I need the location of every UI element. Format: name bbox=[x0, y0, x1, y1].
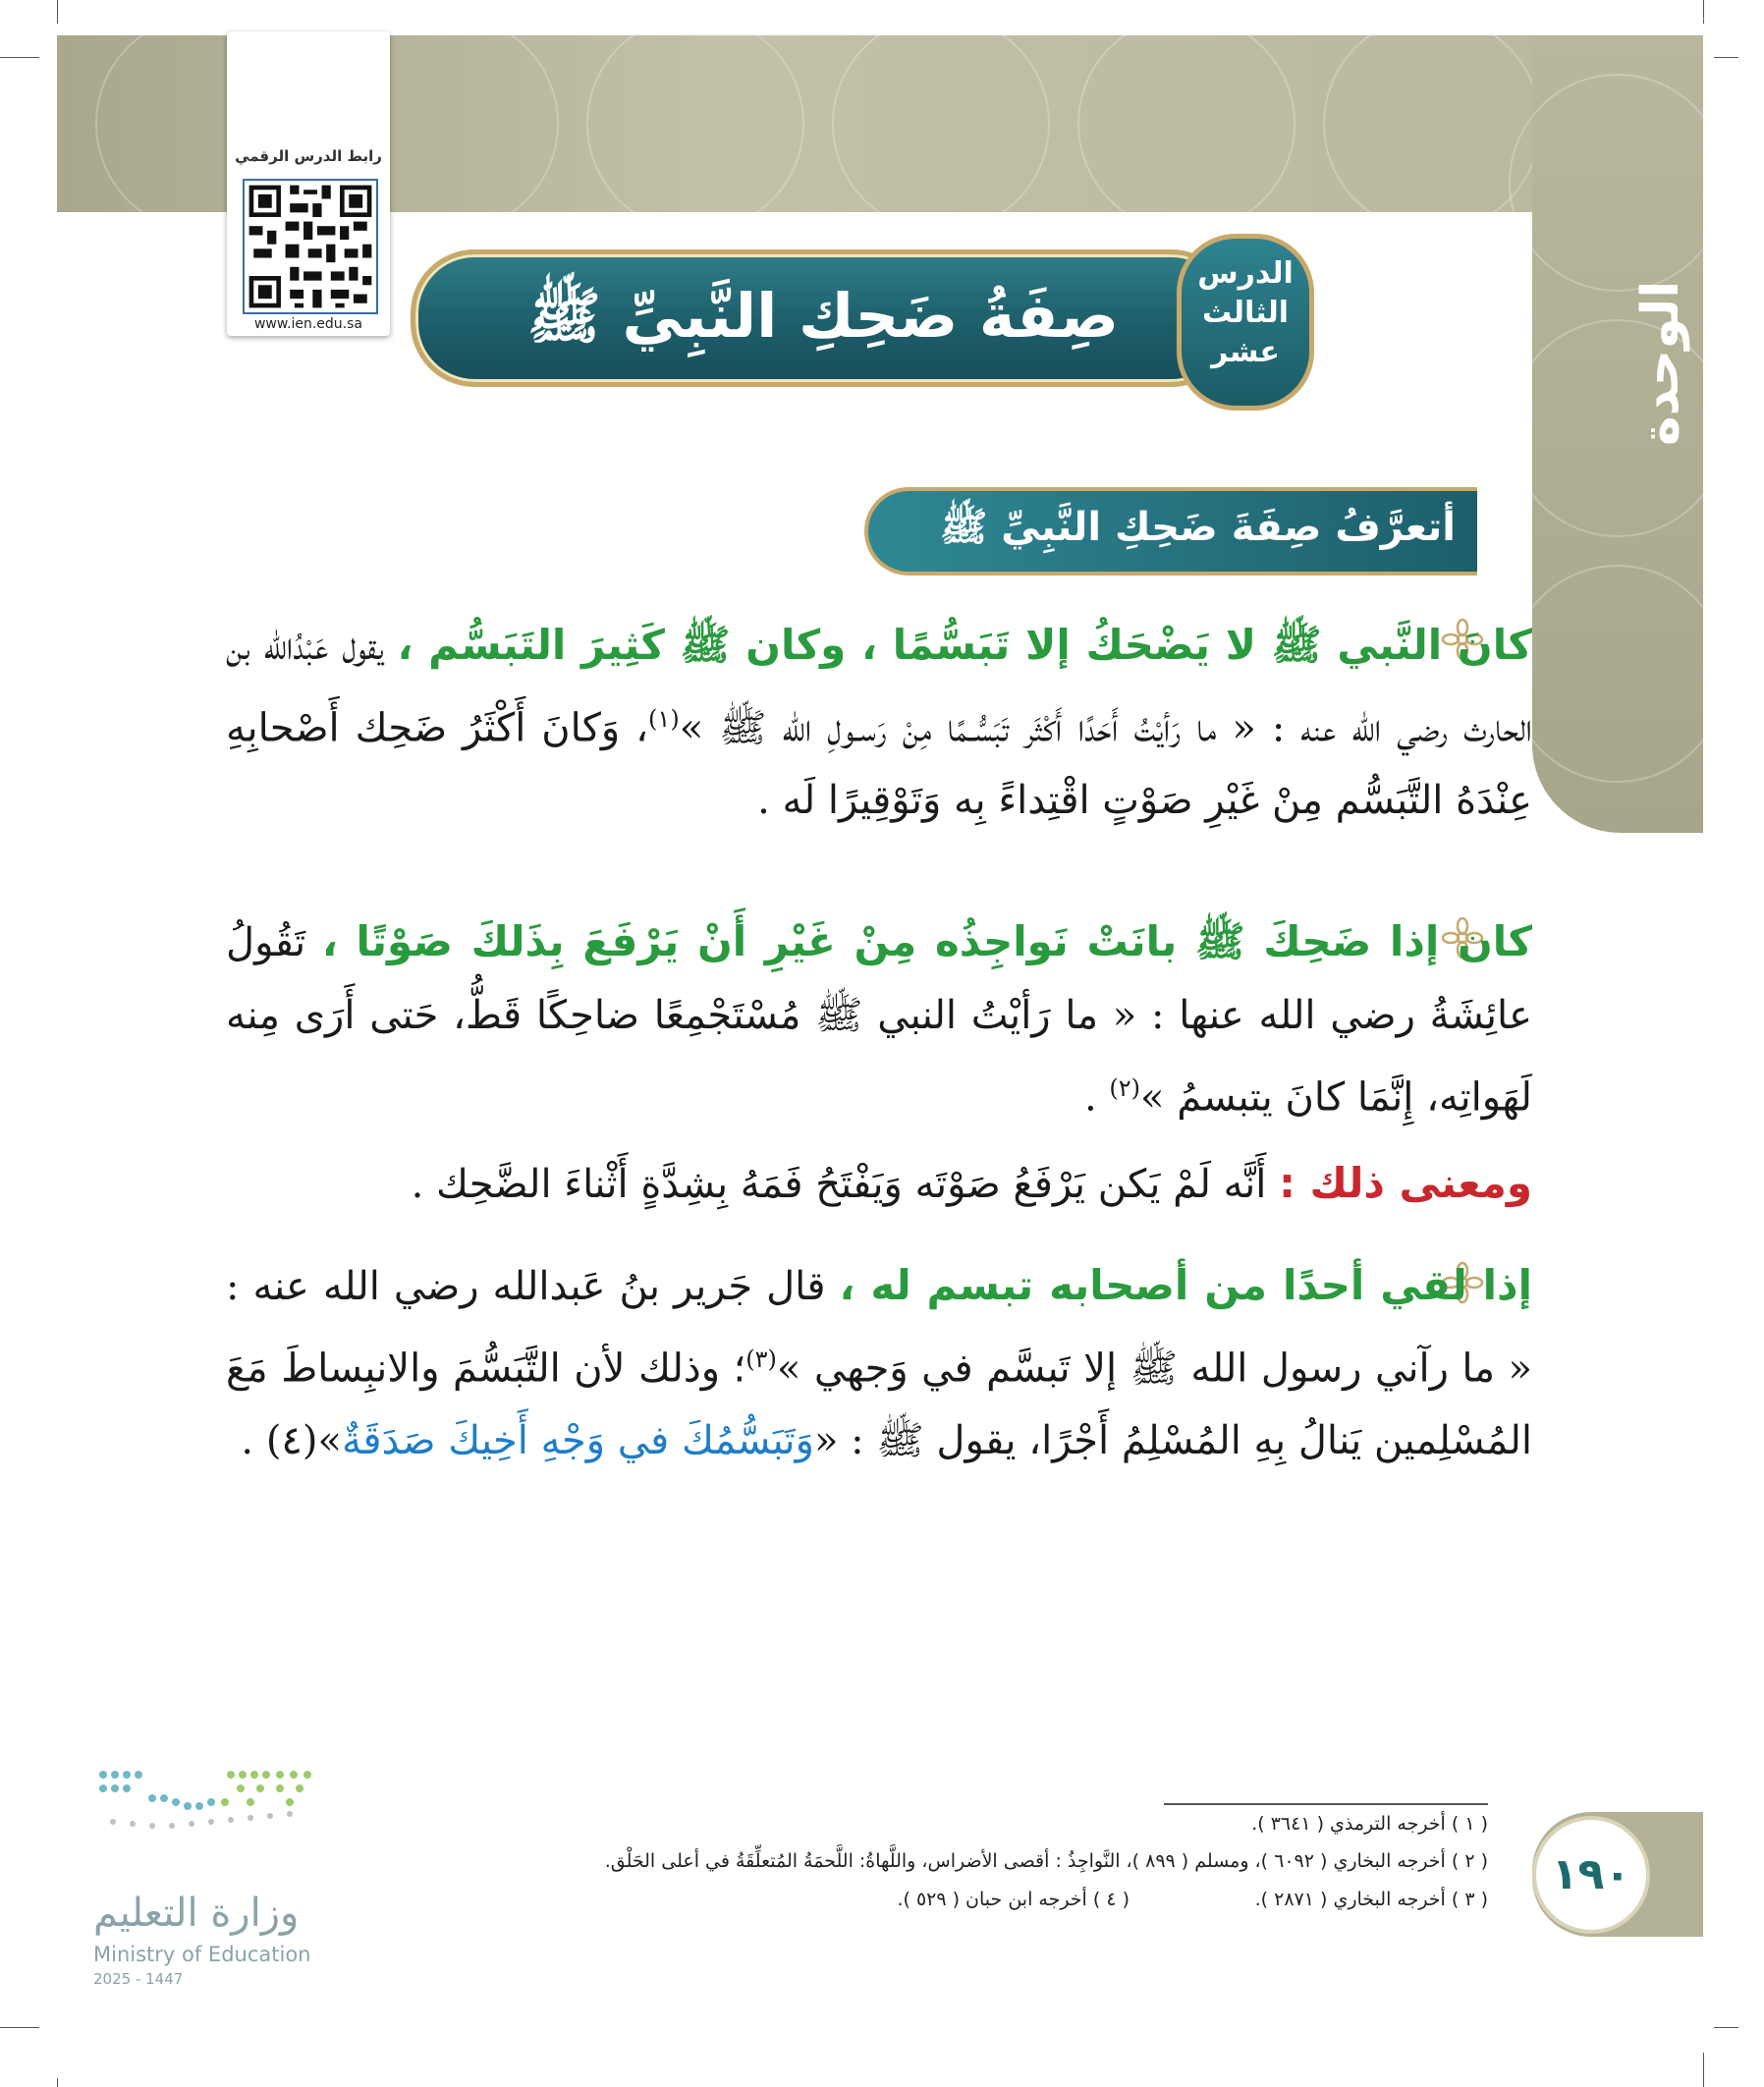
paragraph-1 bbox=[226, 609, 1532, 837]
unit-label: الوحدة الثانية bbox=[1631, 280, 1759, 447]
paragraph-3-mid: ؛ وذلك لأن التَّبَسُّمَ والانبِساطَ مَعَ المُسْلِمين يَنالُ بِهِ المُسْلِمُ أَجْرًا، يقول ﷺ : « bbox=[226, 1346, 1532, 1464]
paragraph-2-text: تَقُولُ عائِشَةُ رضي الله عنها : « ما رَأيْتُ النبي ﷺ مُسْتَجْمِعًا ضاحِكًا قَطُّ، حَتى أَرَى مِنه لَهَواتِه، إِنَّمَا كانَ يتبسمُ » bbox=[226, 920, 1532, 1121]
section-heading bbox=[864, 487, 1477, 576]
badge-line: الثالث bbox=[1201, 296, 1290, 330]
footnote-3: ( ٣ ) أخرجه البخاري ( ٢٨٧١ ). bbox=[1254, 1889, 1488, 1910]
badge-line: الدرس bbox=[1197, 256, 1294, 291]
paragraph-3-highlight: إذا لقي أحدًا من أصحابه تبسم له ، bbox=[839, 1261, 1532, 1309]
qr-title: رابط الدرس الرقمي bbox=[235, 147, 382, 165]
paragraph-1-tail: ، وَكانَ أَكْثَرُ ضَحِك أَصْحابِهِ عِنْدَهُ التَّبَسُّم مِنْ غَيْرِ صَوْتٍ اقْتِداءً بِه وَتَوْقِيرًا لَه . bbox=[226, 705, 1532, 824]
page-number: ١٩٠ bbox=[1536, 1820, 1646, 1930]
paragraph-1-text: يقول عَبْدُالله بن الحارث رضي الله عنه : « ما رَأيْتُ أَحَدًا أَكْثَر تَبَسُّـمًا مِنْ رَسـولِ الله ﷺ » bbox=[226, 624, 1533, 751]
crop-mark bbox=[1703, 0, 1704, 24]
paragraph-2-tail: . bbox=[1083, 1074, 1110, 1121]
ministry-name-arabic: وزارة التعليم bbox=[93, 1891, 300, 1936]
paragraph-2 bbox=[226, 906, 1532, 1133]
qr-code-icon[interactable] bbox=[243, 179, 378, 314]
crop-mark bbox=[1714, 2027, 1738, 2028]
meaning-label: ومعنى ذلك : bbox=[1279, 1159, 1532, 1207]
qr-card[interactable] bbox=[227, 31, 390, 336]
footnote-2: ( ٢ ) أخرجه البخاري ( ٦٠٩٢ )، ومسلم ( ٨٩٩ )، النَّواجِذُ : أقصى الأضراس، واللَّهاةُ: اللَّحمَةُ المُتعلِّقَةُ في أعلى الحَلْق. bbox=[604, 1850, 1488, 1872]
footnote-4: ( ٤ ) أخرجه ابن حبان ( ٥٢٩ ). bbox=[897, 1889, 1130, 1910]
section-heading-text: أتعرَّفُ صِفَةَ ضَحِكِ النَّبِيِّ ﷺ bbox=[940, 505, 1456, 550]
paragraph-3-text: قال جَرير بنُ عَبدالله رضي الله عنه : « ما رآني رسول الله ﷺ إلا تَبسَّم في وَجهي » bbox=[226, 1264, 1532, 1392]
meaning-line bbox=[226, 1147, 1532, 1221]
footnote-ref: »(٤) bbox=[265, 1418, 342, 1464]
meaning-text: أَنَّه لَمْ يَكن يَرْفَعُ صَوْتَه وَيَفْتَحُ فَمَهُ بِشِدَّةٍ أَثْناءَ الضَّحِك . bbox=[411, 1162, 1280, 1207]
qr-url[interactable]: www.ien.edu.sa bbox=[253, 316, 363, 332]
crop-mark bbox=[57, 0, 58, 24]
footnote-ref: (١) bbox=[648, 705, 680, 733]
paragraph-3 bbox=[226, 1249, 1532, 1477]
crop-mark bbox=[0, 57, 39, 58]
ministry-name-english: Ministry of Education bbox=[93, 1943, 311, 1966]
ministry-logo-icon bbox=[93, 1763, 314, 1871]
footnote-ref: (٢) bbox=[1109, 1074, 1141, 1102]
ministry-year: 2025 - 1447 bbox=[93, 1970, 184, 1988]
footnote-ref: (٣) bbox=[745, 1346, 777, 1373]
badge-line: عشر bbox=[1211, 335, 1280, 369]
lesson-title-banner bbox=[411, 249, 1236, 387]
paragraph-2-highlight: كان إذا ضَحِكَ ﷺ بانَتْ نَواجِذُه مِنْ غَيْرِ أَنْ يَرْفَعَ بِذَلكَ صَوْتًا ، bbox=[321, 917, 1532, 965]
crop-mark bbox=[1703, 2053, 1704, 2087]
crop-mark bbox=[1714, 57, 1738, 58]
paragraph-3-tail: . bbox=[241, 1418, 266, 1464]
paragraph-1-highlight: كانَ النَّبي ﷺ لا يَضْحَكُ إلا تَبَسُّمًا ، وكان ﷺ كَثِيرَ التَبَسُّم ، bbox=[397, 621, 1532, 669]
footnote-divider bbox=[1164, 1803, 1488, 1805]
hadith-quote: وَتَبَسُّمُكَ في وَجْهِ أَخِيكَ صَدَقَةٌ bbox=[341, 1418, 814, 1464]
lesson-number-badge bbox=[1177, 234, 1314, 411]
crop-mark bbox=[0, 2027, 39, 2028]
lesson-title: صِفَةُ ضَحِكِ النَّبِيِّ ﷺ bbox=[527, 280, 1119, 352]
footnote-1: ( ١ ) أخرجه الترمذي ( ٣٦٤١ ). bbox=[1251, 1813, 1488, 1835]
